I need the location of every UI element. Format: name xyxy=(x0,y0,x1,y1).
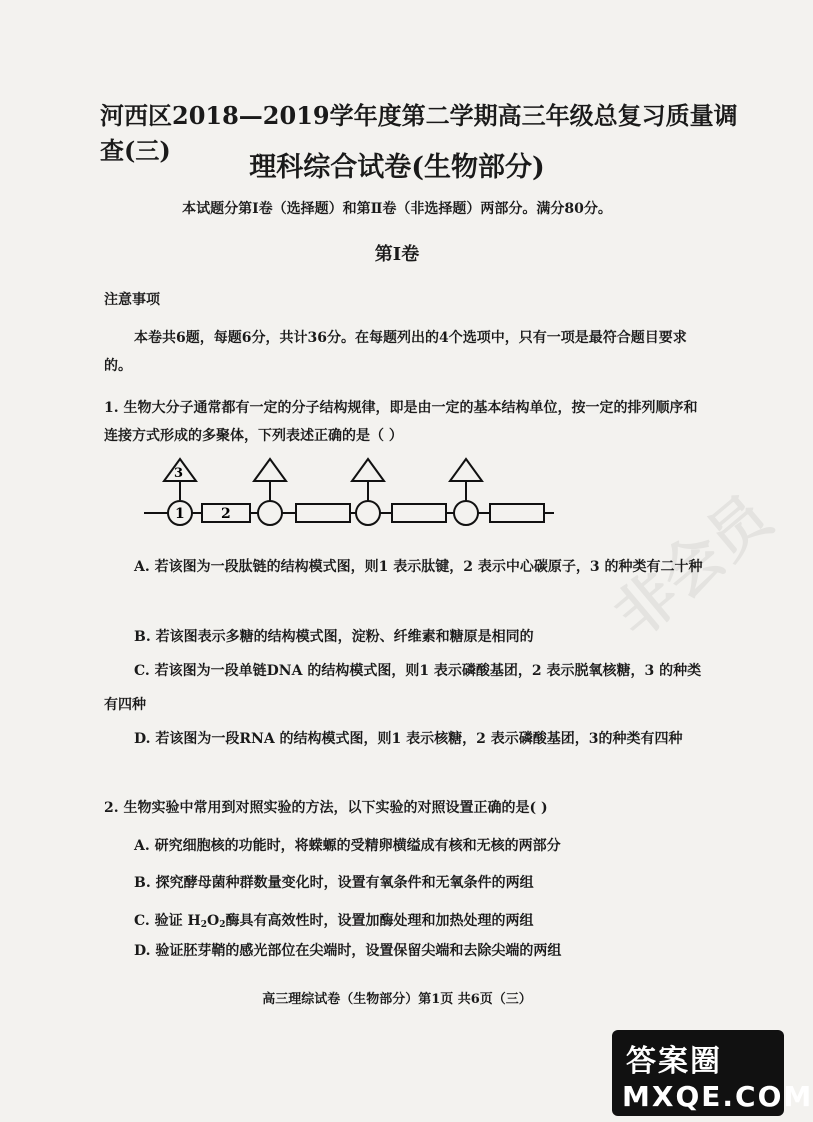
circle-unit xyxy=(356,501,380,525)
question-1-stem: 1. 生物大分子通常都有一定的分子结构规律，即是由一定的基本结构单位，按一定的排列顺序和连接方式形成的多聚体，下列表述正确的是（ ） xyxy=(104,400,698,444)
triangle-unit xyxy=(450,459,482,481)
exam-intro: 本试题分第Ⅰ卷（选择题）和第Ⅱ卷（非选择题）两部分。满分80分。 xyxy=(182,201,612,217)
question-2-option-c: C. 验证 $H_2O_2$酶具有高效性时，设置加酶处理和加热处理的两组 xyxy=(134,913,534,930)
triangle-unit xyxy=(254,459,286,481)
question-2-stem: 2. 生物实验中常用到对照实验的方法，以下实验的对照设置正确的是( ) xyxy=(104,800,548,816)
watermark-text: 非会员 xyxy=(601,482,785,652)
notice-title: 注意事项 xyxy=(104,292,160,308)
question-1-option-b: B. 若该图表示多糖的结构模式图，淀粉、纤维素和糖原是相同的 xyxy=(134,629,534,645)
exam-main-title: 河西区2018—2019学年度第二学期高三年级总复习质量调查(三) xyxy=(100,101,738,165)
circle-unit xyxy=(258,501,282,525)
question-2-option-d: D. 验证胚芽鞘的感光部位在尖端时，设置保留尖端和去除尖端的两组 xyxy=(134,943,562,959)
circle-unit xyxy=(454,501,478,525)
stamp-line-1: 答案圈 xyxy=(626,1044,722,1079)
exam-subtitle: 理科综合试卷(生物部分) xyxy=(249,152,545,183)
triangle-unit xyxy=(352,459,384,481)
rect-label: 2 xyxy=(221,506,231,522)
question-2-option-a: A. 研究细胞核的功能时，将蝾螈的受精卵横缢成有核和无核的两部分 xyxy=(134,838,561,854)
polymer-structure-diagram xyxy=(140,455,560,535)
circle-label: 1 xyxy=(175,506,185,522)
triangle-label: 3 xyxy=(174,466,184,481)
question-1-option-a: A. 若该图为一段肽链的结构模式图，则1 表示肽键，2 表示中心碳原子，3 的种类有二十种 xyxy=(134,559,703,575)
rect-unit xyxy=(392,504,446,522)
rect-unit xyxy=(296,504,350,522)
rect-unit xyxy=(490,504,544,522)
question-1-option-d: D. 若该图为一段RNA 的结构模式图，则1 表示核糖，2 表示磷酸基团，3的种类有四种 xyxy=(134,731,683,747)
page-footer: 高三理综试卷（生物部分）第1页 共6页（三） xyxy=(262,992,532,1007)
question-1-option-c: C. 若该图为一段单链DNA 的结构模式图，则1 表示磷酸基团，2 表示脱氧核糖，3 的种类有四种 xyxy=(104,663,702,713)
notice-body: 本卷共6题，每题6分，共计36分。在每题列出的4个选项中，只有一项是最符合题目要求的。 xyxy=(104,330,687,374)
question-2-option-b: B. 探究酵母菌种群数量变化时，设置有氧条件和无氧条件的两组 xyxy=(134,875,534,891)
part-label: 第Ⅰ卷 xyxy=(374,244,420,265)
site-stamp-logo xyxy=(612,1030,813,1116)
stamp-line-2: MXQE.COM xyxy=(622,1080,813,1113)
